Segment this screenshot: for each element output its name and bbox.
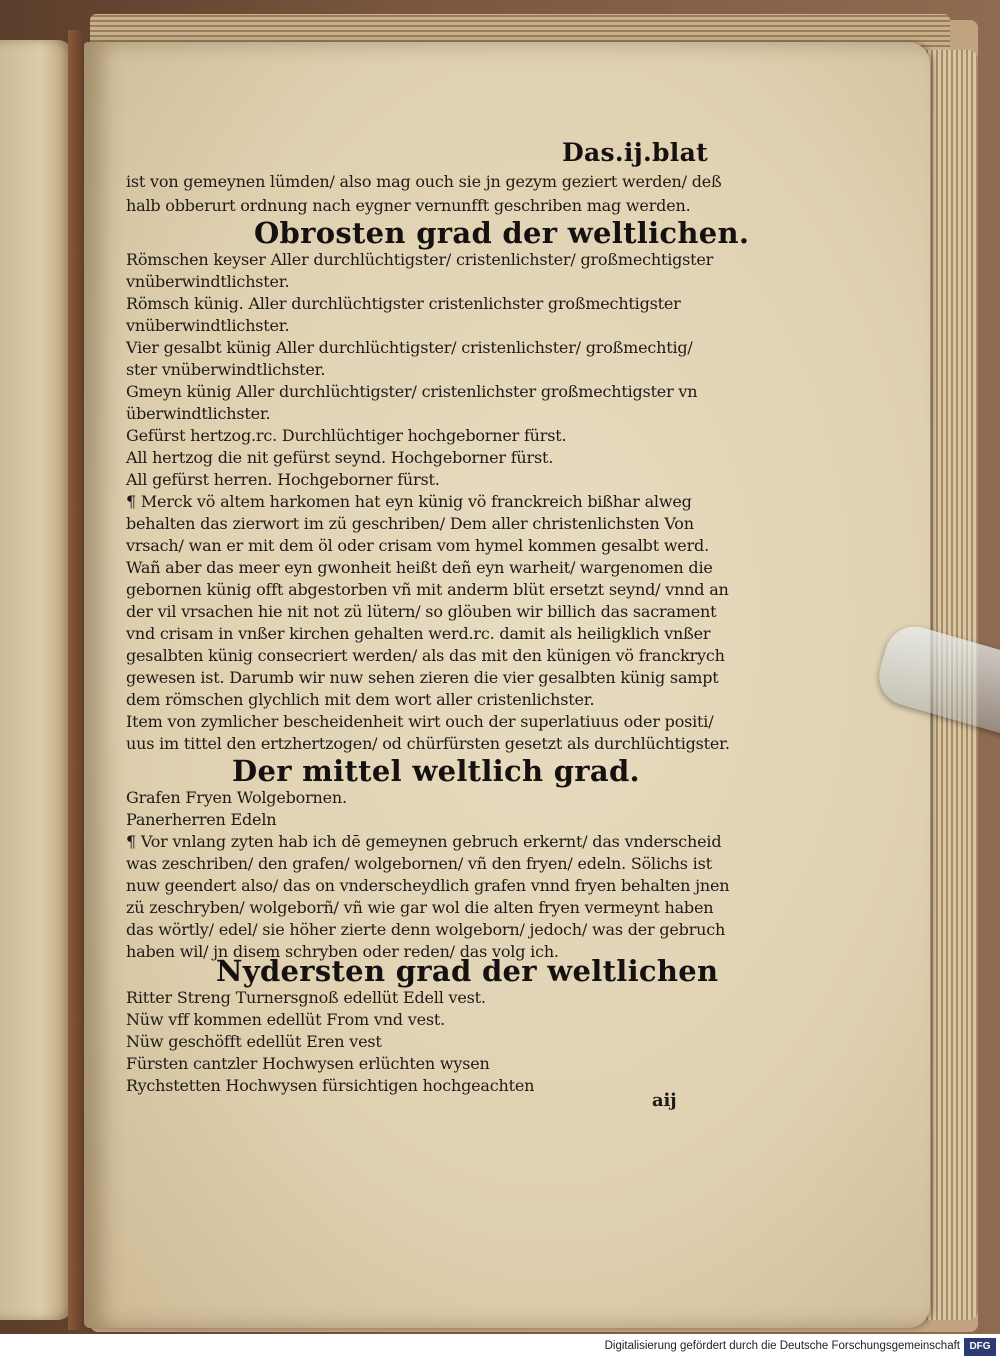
intro-line: ist von gemeynen lümden/ also mag ouch sie jn gezym geziert werden/ deß [126,172,722,191]
text-line: Grafen Fryen Wolgebornen. [126,788,347,807]
text-line: haben wil/ jn disem schryben oder reden/ das volg ich. [126,942,559,961]
footer-bar [0,1334,1000,1361]
text-line: nuw geendert also/ das on vnderscheydlich grafen vnnd fryen behalten jnen [126,876,730,895]
text-line: Ritter Streng Turnersgnoß edellüt Edell vest. [126,988,486,1007]
text-line: ¶ Merck vö altem harkomen hat eyn künig vö franckreich bißhar alweg [126,492,692,511]
text-line: zü zeschryben/ wolgeborñ/ vñ wie gar wol die alten fryen vermeynt haben [126,898,714,917]
text-line: vnüberwindtlichster. [126,316,290,335]
intro-line: halb obberurt ordnung nach eygner vernunfft geschriben mag werden. [126,196,691,215]
book-page [84,42,930,1328]
section-heading: Der mittel weltlich grad. [232,754,640,788]
section-heading: Obrosten grad der weltlichen. [254,216,750,250]
text-line: gebornen künig offt abgestorben vñ mit anderm blüt ersetzt seynd/ vnnd an [126,580,729,599]
text-line: das wörtly/ edel/ sie höher zierte denn wolgeborn/ jedoch/ was der gebruch [126,920,726,939]
text-line: Nüw geschöfft edellüt Eren vest [126,1032,382,1051]
text-line: Fürsten cantzler Hochwysen erlüchten wysen [126,1054,490,1073]
text-line: gesalbten künig consecriert werden/ als das mit den künigen vö franckrych [126,646,725,665]
text-line: der vil vrsachen hie nit not zü lütern/ so glöuben wir billich das sacrament [126,602,717,621]
text-line: vnüberwindtlichster. [126,272,290,291]
text-line: gewesen ist. Darumb wir nuw sehen zieren die vier gesalbten künig sampt [126,668,719,687]
text-line: Römschen keyser Aller durchlüchtigster/ cristenlichster/ großmechtigster [126,250,714,269]
section-heading: Nydersten grad der weltlichen [216,954,719,988]
text-line: dem römschen glychlich mit dem wort aller cristenlichster. [126,690,595,709]
text-line: Römsch künig. Aller durchlüchtigster cristenlichster großmechtigster [126,294,681,313]
text-line: Vier gesalbt künig Aller durchlüchtigster/ cristenlichster/ großmechtig/ [126,338,693,357]
text-line: vnd crisam in vnßer kirchen gehalten werd.rc. damit als heiligklich vnßer [126,624,711,643]
book-spine [68,30,82,1330]
text-line: überwindtlichster. [126,404,271,423]
text-line: ¶ Vor vnlang zyten hab ich dē gemeynen gebruch erkernt/ das vnderscheid [126,832,722,851]
text-line: vrsach/ wan er mit dem öl oder crisam vom hymel kommen gesalbt werd. [126,536,709,555]
text-line: Wañ aber das meer eyn gwonheit heißt deñ eyn warheit/ wargenomen die [126,558,713,577]
text-line: Nüw vff kommen edellüt From vnd vest. [126,1010,445,1029]
text-line: Rychstetten Hochwysen fürsichtigen hochgeachten [126,1076,535,1095]
dfg-logo: DFG [964,1338,996,1356]
text-line: Item von zymlicher bescheidenheit wirt ouch der superlatiuus oder positi/ [126,712,714,731]
funding-credit: Digitalisierung gefördert durch die Deutsche Forschungsgemeinschaft [604,1340,960,1352]
signature-mark: aij [652,1090,677,1111]
text-line: behalten das zierwort im zü geschriben/ Dem aller christenlichsten Von [126,514,694,533]
text-line: ster vnüberwindtlichster. [126,360,326,379]
text-line: uus im tittel den ertzhertzogen/ od chürfürsten gesetzt als durchlüchtigster. [126,734,730,753]
text-line: Gmeyn künig Aller durchlüchtigster/ cristenlichster großmechtigster vn [126,382,698,401]
left-page-edge [0,40,72,1320]
leaf-number: Das.ij.blat [562,138,708,167]
text-line: Gefürst hertzog.rc. Durchlüchtiger hochgeborner fürst. [126,426,567,445]
text-line: Panerherren Edeln [126,810,277,829]
text-line: All hertzog die nit gefürst seynd. Hochgeborner fürst. [126,448,554,467]
text-line: was zeschriben/ den grafen/ wolgebornen/ vñ den fryen/ edeln. Sölichs ist [126,854,712,873]
text-line: All gefürst herren. Hochgeborner fürst. [126,470,440,489]
